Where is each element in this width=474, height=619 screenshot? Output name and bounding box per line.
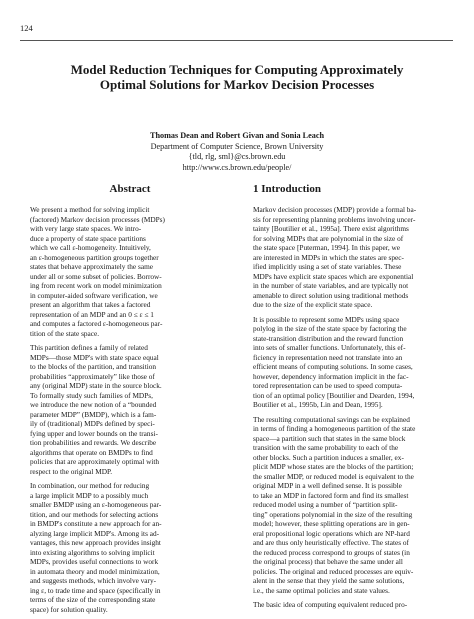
text-line: tition of the state space. (30, 328, 100, 338)
text-line: fying upper and lower bounds on the transi- (30, 428, 158, 438)
author-block (40, 131, 434, 173)
text-line: ing ε, to trade time and space (specifically in (30, 585, 161, 595)
text-line: due to the size of the explicit state space. (253, 300, 373, 309)
introduction-column (253, 183, 455, 615)
page-number: 124 (20, 23, 33, 33)
text-line: the state space [Puterman, 1994]. In this paper, we (253, 243, 401, 252)
text-line: tion probabilities and rewards. We describe (30, 438, 157, 447)
paper-title (30, 62, 444, 92)
text-line: representation of an MDP and an 0 ≤ ε ≤ 1 (30, 309, 154, 319)
text-line: other blocks. Such a partition induces a smaller, ex- (253, 452, 404, 462)
text-line: in computer-aided software verification, we (30, 290, 158, 300)
text-line: are interested in MDPs in which the states are spec- (253, 252, 404, 262)
text-line: respect to the original MDP. (30, 466, 113, 476)
paragraph (30, 205, 230, 338)
text-line: tition, and our methods for selecting actions (30, 509, 159, 519)
text-line: to take an MDP in factored form and find its smallest (253, 490, 409, 500)
text-line: present an algorithm that takes a factored (30, 300, 151, 309)
text-line: ting” operations polynomial in the size of the resulting (253, 509, 413, 519)
text-line: duce a property of state space partitions (30, 233, 146, 243)
text-line: and are thus only heuristically effective. The states of (253, 538, 409, 547)
title-line: Model Reduction Techniques for Computing Approximately (70, 62, 404, 77)
text-line: into sets of smaller functions. Unfortunately, this ef- (253, 343, 406, 352)
text-line: tion of an optimal policy [Boutilier and Dearden, 1994, (253, 390, 415, 400)
text-line: however, dependency information implicit in the fac- (253, 371, 409, 381)
text-line: in terms of finding a homogeneous partition of the state (253, 424, 416, 433)
text-line: transition with the same probability to each of the (253, 443, 399, 452)
author-names: Thomas Dean and Robert Givan and Sonia Leach (149, 131, 325, 140)
text-line: model; however, these splitting operations are in gen- (253, 519, 410, 528)
text-line: efficient means of computing solutions. In some cases, (253, 362, 413, 371)
text-line: It is possible to represent some MDPs using space (253, 314, 400, 324)
text-line: ing from recent work on model minimization (30, 281, 162, 290)
text-line: an ε-homogeneous partition groups together (30, 252, 159, 262)
author-affiliation: Department of Computer Science, Brown University (150, 141, 324, 151)
paragraph (253, 315, 455, 410)
text-line: the smaller MDP, or reduced model is equivalent to the (253, 471, 414, 481)
text-line: the reduced process correspond to groups of states (in (253, 547, 410, 557)
text-line: The resulting computational savings can be explained (253, 414, 410, 424)
text-line: i.e., the same optimal policies and state values. (253, 585, 390, 595)
abstract-column (30, 183, 230, 619)
text-line: Markov decision processes (MDP) provide a formal ba- (253, 205, 417, 214)
text-line: eral propositional logic operations which are NP-hard (253, 528, 410, 538)
text-line: policies. The original and reduced processes are equiv- (253, 566, 414, 576)
text-line: ily of (traditional) MDPs defined by speci- (30, 419, 155, 428)
text-line: ficiency in representation need not translate into an (253, 352, 403, 362)
text-line: in BMDP's constitute a new approach for an- (30, 519, 162, 528)
text-line: alent in the sense that they yield the same solutions, (253, 576, 405, 585)
text-line: Boutilier et al., 1995b, Lin and Dean, 1995]. (253, 400, 383, 409)
introduction-body (253, 205, 455, 610)
paragraph (30, 343, 230, 476)
text-line: terms of the size of the corresponding state (30, 595, 156, 604)
text-line: policies that are approximately optimal with (30, 457, 160, 466)
text-line: alyzing large implicit MDP's. Among its ad- (30, 528, 160, 538)
text-line: reduced model using a number of “partition split- (253, 500, 398, 509)
text-line: MDPs have explicit state spaces which are exponential (253, 271, 414, 281)
text-line: under all or some subset of policies. Borrow- (30, 271, 162, 281)
text-line: in the number of state variables, and are typically not (253, 281, 409, 290)
text-line: This partition defines a family of related (30, 343, 148, 352)
text-line: states that behave approximately the same (30, 262, 153, 271)
text-line: space) for solution quality. (30, 604, 108, 614)
author-url: http://www.cs.brown.edu/people/ (182, 162, 292, 172)
text-line: which we call ε-homogeneity. Intuitively, (30, 243, 151, 252)
text-line: ified implicitly using a set of state variables. These (253, 262, 402, 271)
text-line: To formally study such families of MDPs, (30, 390, 153, 400)
text-line: MDPs, provides useful connections to work (30, 557, 159, 566)
text-line: vantages, this new approach provides insight (30, 538, 161, 547)
text-line: and suggests methods, which involve vary- (30, 576, 157, 585)
text-line: probabilities “approximately” like those of (30, 371, 155, 381)
text-line: MDPs—those MDP's with state space equal (30, 352, 159, 362)
title-line: Optimal Solutions for Markov Decision Processes (99, 77, 375, 92)
text-line: smaller BMDP using an ε-homogeneous par- (30, 500, 162, 509)
paragraph (253, 600, 455, 610)
text-line: the original process) that behave the same under all (253, 557, 403, 566)
text-line: The basic idea of computing equivalent reduced pro- (253, 600, 408, 609)
text-line: any (original MDP) state in the source block. (30, 381, 162, 390)
text-line: In combination, our method for reducing (30, 481, 150, 490)
paragraph (30, 481, 230, 614)
text-line: and computes a factored ε-homogeneous par- (30, 319, 163, 328)
text-line: space—a partition such that states in the same block (253, 433, 406, 443)
paragraph (253, 415, 455, 596)
text-line: with very large state spaces. We intro- (30, 224, 142, 233)
text-line: plicit MDP whose states are the blocks of the partition; (253, 462, 414, 471)
text-line: polylog in the size of the state space by factoring the (253, 324, 407, 333)
abstract-heading: Abstract (109, 183, 151, 195)
text-line: tainty [Boutilier et al., 1995a]. There exist algorithms (253, 224, 409, 233)
text-line: parameter MDP” (BMDP), which is a fam- (30, 409, 157, 419)
text-line: to the blocks of the partition, and transition (30, 362, 157, 371)
text-line: tored representation can be used to speed computa- (253, 381, 403, 390)
text-line: original MDP in a well defined sense. It is possible (253, 481, 402, 490)
text-line: sis for representing planning problems involving uncer- (253, 214, 416, 224)
text-line: a large implicit MDP to a possibly much (30, 490, 149, 500)
text-line: (factored) Markov decision processes (MDPs) (30, 214, 165, 224)
author-email: {tld, rlg, sml}@cs.brown.edu (188, 152, 286, 162)
text-line: amenable to direct solution using traditional methods (253, 290, 409, 300)
text-line: for solving MDPs that are polynomial in the size of (253, 233, 404, 243)
header-rule (20, 40, 453, 41)
introduction-heading: 1 Introduction (253, 183, 321, 195)
abstract-body (30, 205, 230, 614)
paragraph (253, 205, 455, 310)
text-line: algorithms that operate on BMDPs to find (30, 447, 153, 457)
text-line: state-transition distribution and the reward function (253, 333, 404, 343)
text-line: we introduce the new notion of a “bounded (30, 400, 157, 409)
text-line: We present a method for solving implicit (30, 205, 150, 214)
text-line: in automata theory and model minimization, (30, 566, 160, 576)
text-line: into existing algorithms to solving implicit (30, 547, 155, 557)
